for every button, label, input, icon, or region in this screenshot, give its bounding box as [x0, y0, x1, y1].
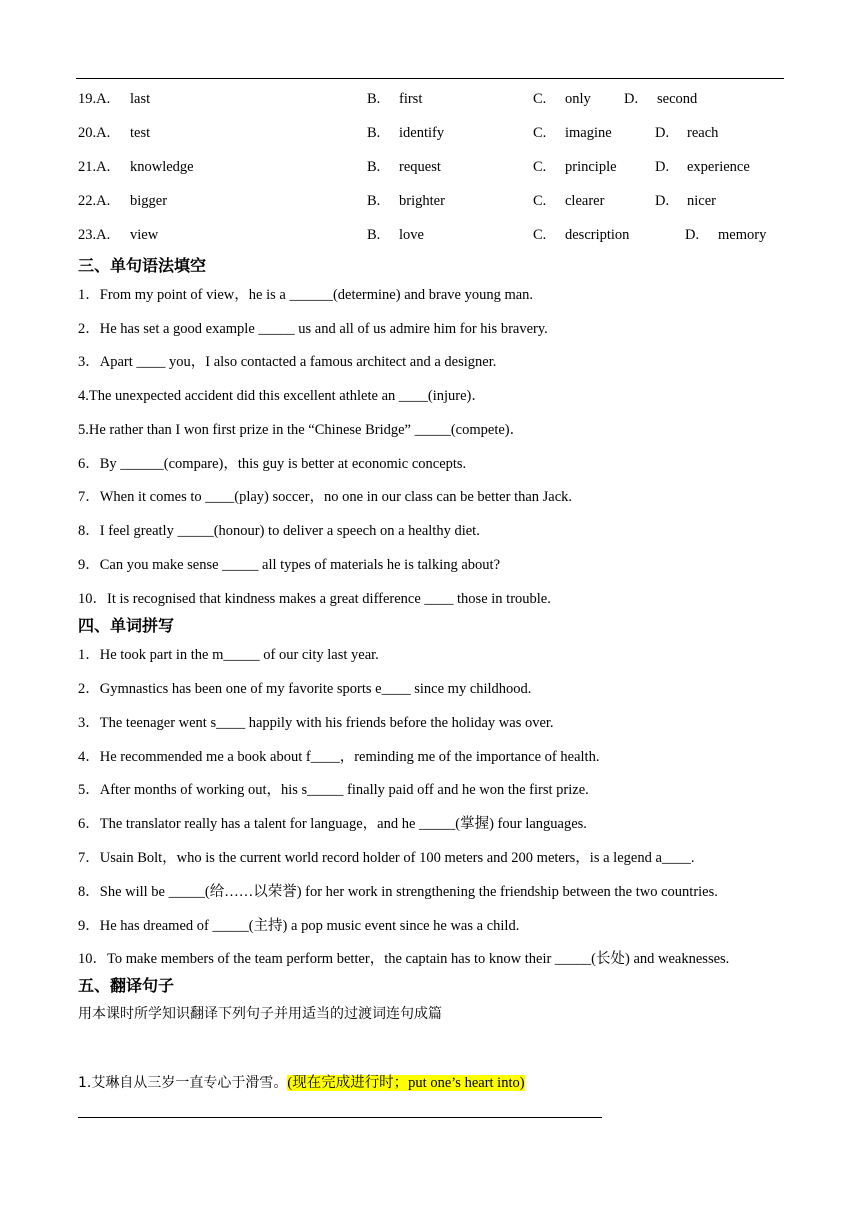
option-a: view [130, 227, 159, 243]
spelling-item-6: 6．The translator really has a talent for language，and he _____(掌握) four languages. [78, 816, 587, 832]
question-number: 19.A. [78, 91, 111, 107]
section-3-heading: 三、单句语法填空 [78, 256, 207, 275]
grammar-item-8: 8．I feel greatly _____(honour) to deliver a speech on a healthy diet. [78, 523, 480, 539]
top-rule [76, 78, 784, 79]
option-d-label: D. [624, 91, 639, 107]
option-b: identify [399, 125, 445, 141]
grammar-item-3: 3．Apart ____ you，I also contacted a famous architect and a designer. [78, 354, 497, 370]
grammar-item-9: 9．Can you make sense _____ all types of materials he is talking about? [78, 557, 501, 573]
option-d: experience [687, 159, 750, 175]
question-number: 21.A. [78, 159, 111, 175]
spelling-item-7: 7．Usain Bolt，who is the current world record holder of 100 meters and 200 meters，is a legend a____. [78, 850, 695, 866]
option-a: knowledge [130, 159, 194, 175]
mcq-row-19 [78, 91, 798, 111]
mcq-row-21 [78, 159, 798, 179]
translation-hint: (现在完成进行时；put one’s heart into) [287, 1075, 525, 1091]
option-b: love [399, 227, 424, 243]
translation-item-1 [78, 1071, 525, 1092]
translation-prompt: 1.艾琳自从三岁一直专心于滑雪。 [78, 1075, 288, 1091]
mcq-row-22 [78, 193, 798, 213]
section-4-heading: 四、单词拼写 [78, 616, 175, 635]
question-number: 23.A. [78, 227, 111, 243]
grammar-item-4: 4.The unexpected accident did this excellent athlete an ____(injure)． [78, 388, 486, 404]
option-c: only [565, 91, 591, 107]
option-a: test [130, 125, 151, 141]
spelling-item-4: 4．He recommended me a book about f____，reminding me of the importance of health. [78, 749, 600, 765]
option-c: principle [565, 159, 617, 175]
option-b-label: B. [367, 227, 381, 243]
option-b: first [399, 91, 423, 107]
option-d-label: D. [655, 159, 670, 175]
question-number: 20.A. [78, 125, 111, 141]
spelling-item-5: 5．After months of working out，his s_____ finally paid off and he won the first prize. [78, 782, 589, 798]
option-d: reach [687, 125, 719, 141]
option-c-label: C. [533, 125, 547, 141]
option-c: description [565, 227, 630, 243]
grammar-item-10: 10．It is recognised that kindness makes a great difference ____ those in trouble. [78, 591, 551, 607]
option-d: second [657, 91, 698, 107]
grammar-item-7: 7．When it comes to ____(play) soccer，no one in our class can be better than Jack. [78, 489, 573, 505]
option-c: clearer [565, 193, 605, 209]
option-d: nicer [687, 193, 716, 209]
option-c-label: C. [533, 91, 547, 107]
option-d-label: D. [655, 193, 670, 209]
spelling-item-2: 2．Gymnastics has been one of my favorite sports e____ since my childhood. [78, 681, 532, 697]
option-c: imagine [565, 125, 612, 141]
spelling-item-9: 9．He has dreamed of _____(主持) a pop music event since he was a child. [78, 918, 520, 934]
section-5-heading: 五、翻译句子 [78, 976, 175, 995]
option-c-label: C. [533, 159, 547, 175]
option-b: brighter [399, 193, 445, 209]
option-b-label: B. [367, 159, 381, 175]
option-b-label: B. [367, 125, 381, 141]
grammar-item-1: 1．From my point of view，he is a ______(determine) and brave young man. [78, 287, 534, 303]
option-d-label: D. [685, 227, 700, 243]
option-a: bigger [130, 193, 168, 209]
answer-line[interactable] [78, 1117, 602, 1118]
grammar-item-2: 2．He has set a good example _____ us and all of us admire him for his bravery. [78, 321, 548, 337]
grammar-item-5: 5.He rather than I won first prize in the “Chinese Bridge” _____(compete)． [78, 422, 525, 438]
option-b: request [399, 159, 441, 175]
option-b-label: B. [367, 91, 381, 107]
option-c-label: C. [533, 193, 547, 209]
spelling-item-3: 3．The teenager went s____ happily with his friends before the holiday was over. [78, 715, 554, 731]
mcq-row-23 [78, 227, 798, 247]
option-a: last [130, 91, 151, 107]
mcq-row-20 [78, 125, 798, 145]
spelling-item-1: 1．He took part in the m_____ of our city last year. [78, 647, 379, 663]
option-b-label: B. [367, 193, 381, 209]
option-d-label: D. [655, 125, 670, 141]
option-d: memory [718, 227, 767, 243]
grammar-item-6: 6．By ______(compare)，this guy is better at economic concepts. [78, 456, 467, 472]
section-5-instruction: 用本课时所学知识翻译下列句子并用适当的过渡词连句成篇 [78, 1006, 442, 1022]
option-c-label: C. [533, 227, 547, 243]
spelling-item-10: 10．To make members of the team perform better，the captain has to know their _____(长处) and weaknesses. [78, 951, 730, 967]
spelling-item-8: 8．She will be _____(给……以荣誉) for her work in strengthening the friendship between the two countries. [78, 884, 718, 900]
question-number: 22.A. [78, 193, 111, 209]
